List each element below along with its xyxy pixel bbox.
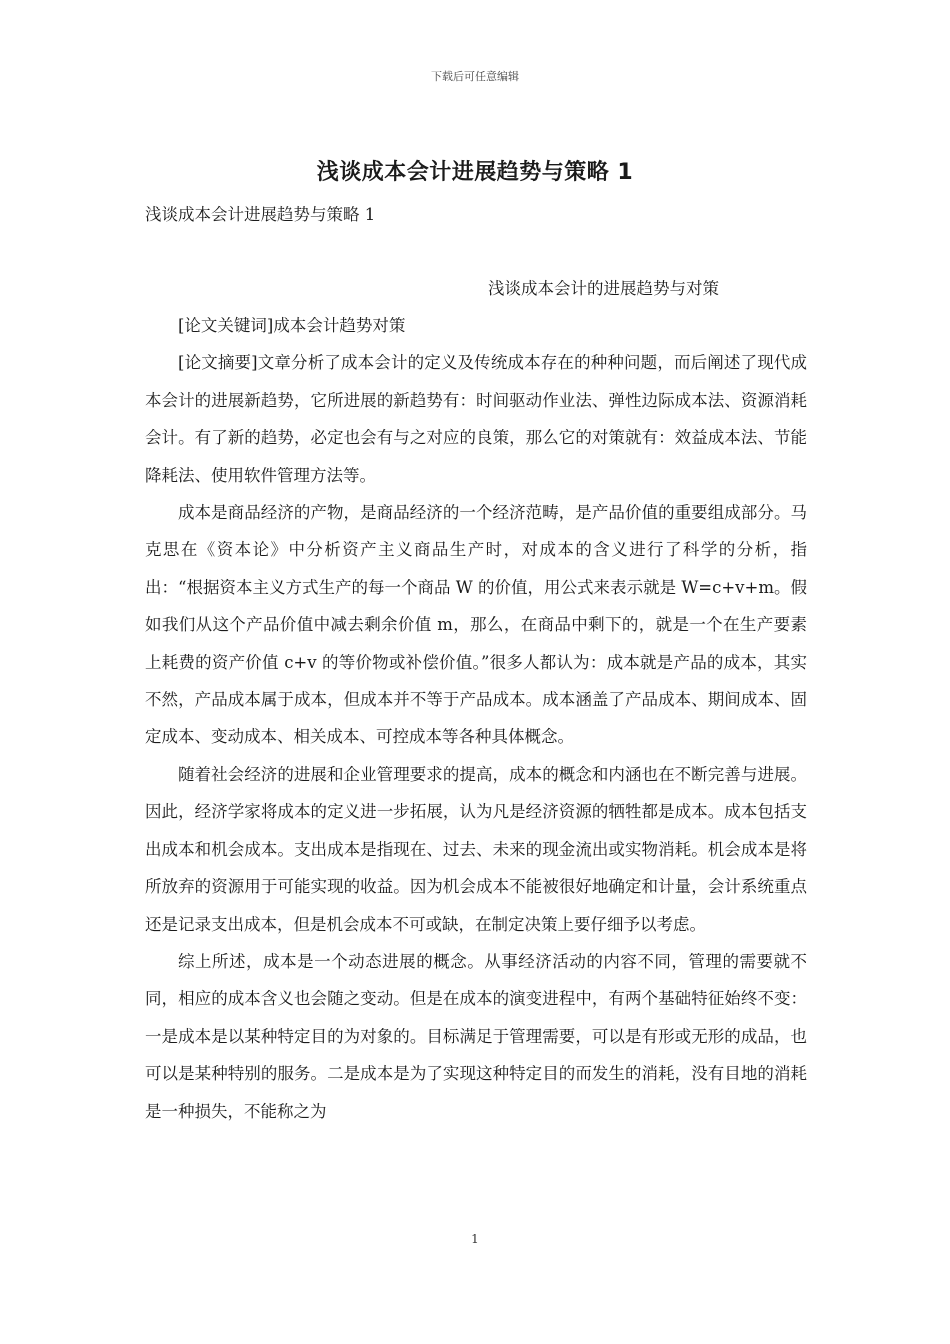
document-subtitle: 浅谈成本会计进展趋势与策略 1 — [145, 205, 376, 224]
keywords-paragraph: [论文关键词]成本会计趋势对策 — [178, 316, 406, 335]
body-paragraph: 综上所述，成本是一个动态进展的概念。从事经济活动的内容不同，管理的需要就不同，相应的成本含义也会随之变动。但是在成本的演变进程中，有两个基础特征始终不变：一是成本是以某种特定目的为对象的。目标满足于管理需要，可以是有形或无形的成品，也可以是某种特别的服务。二是成本是为了实现这种特定目的而发生的消耗，没有目地的消耗是一种损失，不能称之为 — [145, 951, 807, 1121]
header-note: 下载后可任意编辑 — [431, 70, 519, 83]
body-paragraph: 成本是商品经济的产物，是商品经济的一个经济范畴，是产品价值的重要组成部分。马克思在《资本论》中分析资产主义商品生产时，对成本的含义进行了科学的分析，指出：“根据资本主义方式生产的每一个商品 W 的价值，用公式来表示就是 W=c+v+m。假如我们从这个产品价值中减去剩余价值 m，那么，在商品中剩下的，就是一个在生产要素上耗费的资产价值 c+v 的等价物或补偿价值。”很多人都认为：成本就是产品的成本，其实不然，产品成本属于成本，但成本并不等于产品成本。成本涵盖了产品成本、期间成本、固定成本、变动成本、相关成本、可控成本等各种具体概念。 — [145, 503, 807, 747]
page-number: 1 — [471, 1232, 479, 1246]
body-paragraph: 随着社会经济的进展和企业管理要求的提高，成本的概念和内涵也在不断完善与进展。因此，经济学家将成本的定义进一步拓展，认为凡是经济资源的牺牲都是成本。成本包括支出成本和机会成本。支出成本是指现在、过去、未来的现金流出或实物消耗。机会成本是将所放弃的资源用于可能实现的收益。因为机会成本不能被很好地确定和计量，会计系统重点还是记录支出成本，但是机会成本不可或缺，在制定决策上要仔细予以考虑。 — [145, 764, 807, 934]
document-title: 浅谈成本会计进展趋势与策略 1 — [316, 160, 634, 185]
document-body — [145, 307, 807, 1130]
abstract-paragraph: [论文摘要]文章分析了成本会计的定义及传统成本存在的种种问题，而后阐述了现代成本会计的进展新趋势，它所进展的新趋势有：时间驱动作业法、弹性边际成本法、资源消耗会计。有了新的趋势，必定也会有与之对应的良策，那么它的对策就有：效益成本法、节能降耗法、使用软件管理方法等。 — [145, 353, 807, 485]
article-title: 浅谈成本会计的进展趋势与对策 — [488, 279, 719, 298]
